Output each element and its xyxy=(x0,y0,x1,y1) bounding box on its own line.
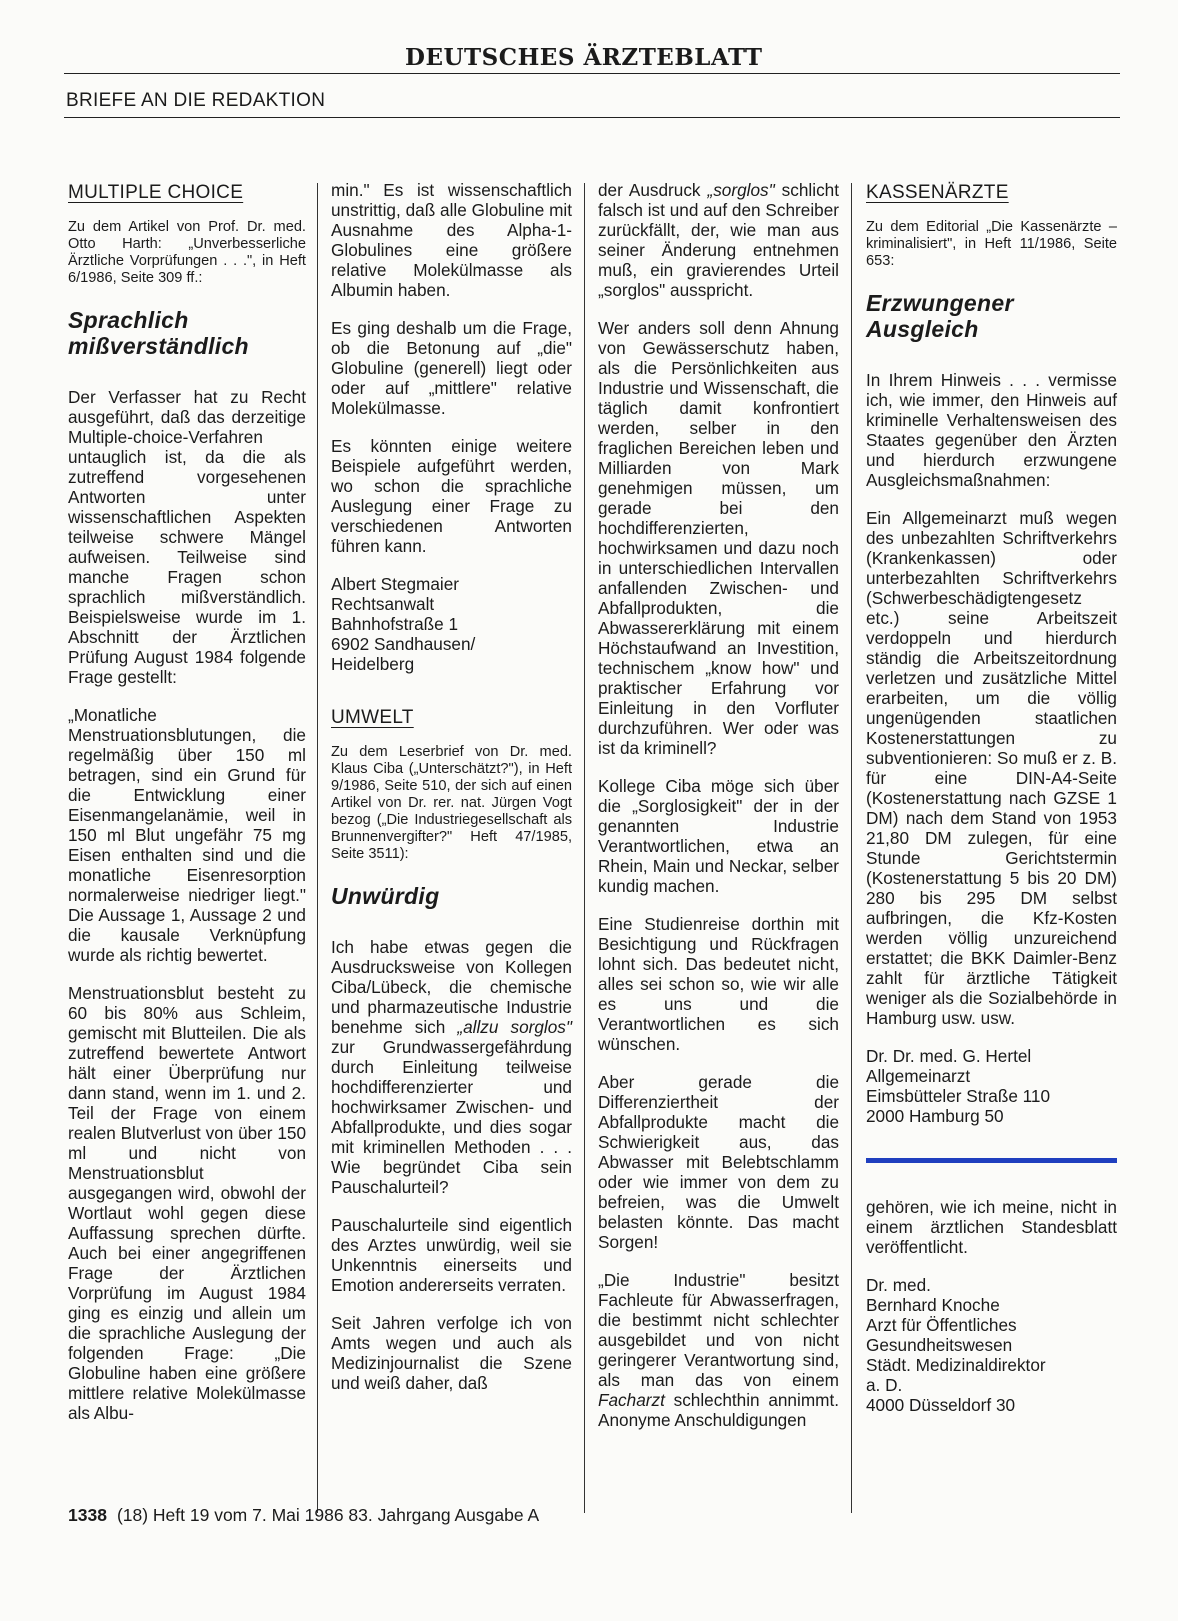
signature-line: Dr. med. xyxy=(866,1275,931,1295)
paragraph: Eine Studienreise dorthin mit Besichtigung und Rückfragen lohnt sich. Das bedeutet nicht, alles sei schon so, wie wir alle es uns und die Verantwortlichen es sich wünschen. xyxy=(598,914,839,1054)
paragraph: Aber gerade die Differenziertheit der Abfallprodukte macht die Schwierigkeit aus, das Abwasser mit Belebtschlamm oder wie immer von dem zu befreien, was die Umwelt belasten könnte. Das macht Sorgen! xyxy=(598,1072,839,1252)
signature-line: Heidelberg xyxy=(331,654,415,674)
letter-intro: Zu dem Editorial „Die Kassenärzte – kriminalisiert", in Heft 11/1986, Seite 653: xyxy=(866,219,1117,269)
signature-line: Bahnhofstraße 1 xyxy=(331,614,459,634)
signature-line: Dr. Dr. med. G. Hertel xyxy=(866,1046,1032,1066)
paragraph: Ein Allgemeinarzt muß wegen des unbezahlten Schriftverkehrs (Krankenkassen) oder unterbezahlten Schriftverkehrs (Schwerbeschädigtengesetz etc.) seine Arbeitszeit verdoppeln und hierdurch ständig die Arbeitszeitordnung verletzen und zusätzliche Mittel erarbeiten, um die völlig ungenügenden staatlichen Kostenerstattungen zu subventionieren: So muß er z. B. für eine DIN-A4-Seite (Kostenerstattung nach GZSE 1 DM) nach dem Stand von 1953 21,80 DM zulegen, für eine Stunde Gerichtstermin (Kostenerstattung 5 bis 20 DM) 280 bis 295 DM selbst aufbringen, die Kfz-Kosten werden völlig unzureichend erstattet; die BKK Daimler-Benz zahlt für ärztliche Tätigkeit weniger als die Sozialbehörde in Hamburg usw. usw. xyxy=(866,508,1117,1028)
signature xyxy=(331,574,572,674)
signature-line: Bernhard Knoche xyxy=(866,1295,1000,1315)
paragraph: Menstruationsblut besteht zu 60 bis 80% aus Schleim, gemischt mit Blutteilen. Die als zutreffend bewertete Antwort hält einer Überprüfung nur dann stand, wenn im 1. und 2. Teil der Frage von einem realen Blutverlust von über 150 ml und nicht von Menstruationsblut ausgegangen wird, obwohl der Wortlaut wohl gegen diese Auffassung sprechen dürfte. Auch bei einer angegriffenen Frage der Ärztlichen Vorprüfung im August 1984 ging es einzig und allein um die sprachliche Auslegung der folgenden Frage: „Die Globuline haben eine größere mittlere relative Molekülmasse als Albu- xyxy=(68,983,306,1423)
paragraph: Pauschalurteile sind eigentlich des Arztes unwürdig, weil sie Unkenntnis einerseits und Emotion andererseits verraten. xyxy=(331,1215,572,1295)
paragraph: min." Es ist wissenschaftlich unstrittig, daß alle Globuline mit Ausnahme des Alpha-1-Globulines eine größere relative Molekülmasse als Albumin haben. xyxy=(331,180,572,300)
paragraph xyxy=(331,937,572,1197)
column-3 xyxy=(598,180,839,1448)
signature-line: Gesundheitswesen xyxy=(866,1335,1013,1355)
page-number: 1338 xyxy=(68,1505,107,1525)
separator-bar xyxy=(866,1158,1117,1163)
emphasis: „sorglos" xyxy=(707,180,775,200)
rubric-kassenaerzte: KASSENÄRZTE xyxy=(866,182,1009,203)
emphasis: „allzu sorglos" xyxy=(457,1017,572,1037)
masthead-rule xyxy=(64,73,1120,74)
paragraph: Es könnten einige weitere Beispiele aufgeführt werden, wo schon die sprachliche Auslegung einer Frage zu verschiedenen Antworten führen kann. xyxy=(331,436,572,556)
signature-line: 4000 Düsseldorf 30 xyxy=(866,1395,1016,1415)
page-footer xyxy=(68,1505,539,1526)
column-divider xyxy=(851,183,852,1513)
section-title: BRIEFE AN DIE REDAKTION xyxy=(66,90,326,111)
letter-headline: Unwürdig xyxy=(331,883,440,909)
paragraph: Seit Jahren verfolge ich von Amts wegen und auch als Medizinjournalist die Szene und weiß daher, daß xyxy=(331,1313,572,1393)
masthead: DEUTSCHES ÄRZTEBLATT xyxy=(405,44,763,71)
section-rule xyxy=(64,117,1120,118)
rubric-umwelt: UMWELT xyxy=(331,707,414,728)
text-run: „Die Industrie" besitzt Fachleute für Abwasserfragen, die bestimmt nicht schlechter ausgebildet und von nicht geringerer Verantwortung sind, als man das von einem xyxy=(598,1270,839,1390)
text-run: zur Grundwassergefährdung durch Einleitung teilweise hochdifferenzierter und hochwirksamer Zwischen- und Abfallprodukte, und dies sogar mit kriminellen Methoden . . . Wie begründet Ciba sein Pauschalurteil? xyxy=(331,1037,572,1197)
issue-info: (18) Heft 19 vom 7. Mai 1986 83. Jahrgang Ausgabe A xyxy=(116,1505,540,1525)
emphasis: Facharzt xyxy=(598,1390,665,1410)
signature-line: 6902 Sandhausen/ xyxy=(331,634,476,654)
signature-line: Rechtsanwalt xyxy=(331,594,435,614)
text-run: der Ausdruck xyxy=(598,180,708,200)
letter-headline: Erzwungener Ausgleich xyxy=(866,290,1014,342)
column-2 xyxy=(331,180,572,1411)
paragraph: Wer anders soll denn Ahnung von Gewässerschutz haben, als die Persönlichkeiten aus Industrie und Wissenschaft, die täglich damit konfrontiert werden, selber in den fraglichen Bereichen leben und Milliarden von Mark genehmigen müssen, um gerade bei den hochdifferenzierten, hochwirksamen und dazu noch in unterschiedlichen Intervallen anfallenden Zwischen- und Abfallprodukten, die Abwassererklärung mit einem Höchstaufwand an Investition, technischem „know how" und praktischer Erfahrung vor Einleitung in den Vorfluter durchzuführen. Wer oder was ist da kriminell? xyxy=(598,318,839,758)
signature xyxy=(866,1275,1117,1415)
signature-line: 2000 Hamburg 50 xyxy=(866,1106,1004,1126)
paragraph: „Monatliche Menstruationsblutungen, die regelmäßig über 150 ml betragen, sind ein Grund für die Entwicklung einer Eisenmangelanämie, weil in 150 ml Blut ungefähr 75 mg Eisen enthalten sind und die monatliche Eisenresorption normalerweise niedriger liegt." Die Aussage 1, Aussage 2 und die kausale Verknüpfung wurde als richtig bewertet. xyxy=(68,705,306,965)
letter-intro: Zu dem Artikel von Prof. Dr. med. Otto Harth: „Unverbesserliche Ärztliche Vorprüfungen . . .", in Heft 6/1986, Seite 309 ff.: xyxy=(68,219,306,286)
letter-intro: Zu dem Leserbrief von Dr. med. Klaus Ciba („Unterschätzt?"), in Heft 9/1986, Seite 510, der sich auf einen Artikel von Dr. rer. nat. Jürgen Vogt bezog („Die Industriegesellschaft als Brunnenvergifter?" Heft 47/1985, Seite 3511): xyxy=(331,744,572,862)
signature-line: Arzt für Öffentliches xyxy=(866,1315,1017,1335)
paragraph: Es ging deshalb um die Frage, ob die Betonung auf „die" Globuline (generell) liegt oder oder auf „mittlere" relative Molekülmasse. xyxy=(331,318,572,418)
signature-line: Allgemeinarzt xyxy=(866,1066,971,1086)
paragraph: Kollege Ciba möge sich über die „Sorglosigkeit" der in der genannten Industrie Verantwortlichen, etwa an Rhein, Main und Neckar, selber kundig machen. xyxy=(598,776,839,896)
text-run: schlechthin annimmt. Anonyme Anschuldigungen xyxy=(598,1390,839,1430)
paragraph: In Ihrem Hinweis . . . vermisse ich, wie immer, den Hinweis auf kriminelle Verhaltensweisen des Staates gegenüber den Ärzten und hierdurch erzwungene Ausgleichsmaßnahmen: xyxy=(866,370,1117,490)
rubric-multiple-choice: MULTIPLE CHOICE xyxy=(68,182,244,203)
column-divider xyxy=(584,183,585,1513)
paragraph: Der Verfasser hat zu Recht ausgeführt, daß das derzeitige Multiple-choice-Verfahren untauglich ist, da die als zutreffend vorgesehenen Antworten unter wissenschaftlichen Aspekten teilweise schwere Mängel aufweisen. Teilweise sind manche Fragen schon sprachlich mißverständlich. Beispielsweise wurde im 1. Abschnitt der Ärztlichen Prüfung August 1984 folgende Frage gestellt: xyxy=(68,387,306,687)
column-1 xyxy=(68,180,306,1441)
paragraph: gehören, wie ich meine, nicht in einem ärztlichen Standesblatt veröffentlicht. xyxy=(866,1197,1117,1257)
signature-line: Städt. Medizinaldirektor xyxy=(866,1355,1046,1375)
signature-line: Eimsbütteler Straße 110 xyxy=(866,1086,1051,1106)
signature-line: Albert Stegmaier xyxy=(331,574,460,594)
column-4 xyxy=(866,180,1117,1439)
signature-line: a. D. xyxy=(866,1375,903,1395)
text-run: schlicht falsch ist und auf den Schreiber zurückfällt, der, wie man aus seiner Änderung entnehmen muß, ein gravierendes Urteil „sorglos" ausspricht. xyxy=(598,180,839,300)
signature xyxy=(866,1046,1117,1126)
letter-headline: Sprachlich mißverständlich xyxy=(68,307,249,359)
paragraph xyxy=(598,1270,839,1430)
column-divider xyxy=(317,183,318,1513)
paragraph xyxy=(598,180,839,300)
text-run: Ich habe etwas gegen die Ausdrucksweise von Kollegen Ciba/Lübeck, die chemische und pharmazeutische Industrie benehme sich xyxy=(331,937,572,1037)
